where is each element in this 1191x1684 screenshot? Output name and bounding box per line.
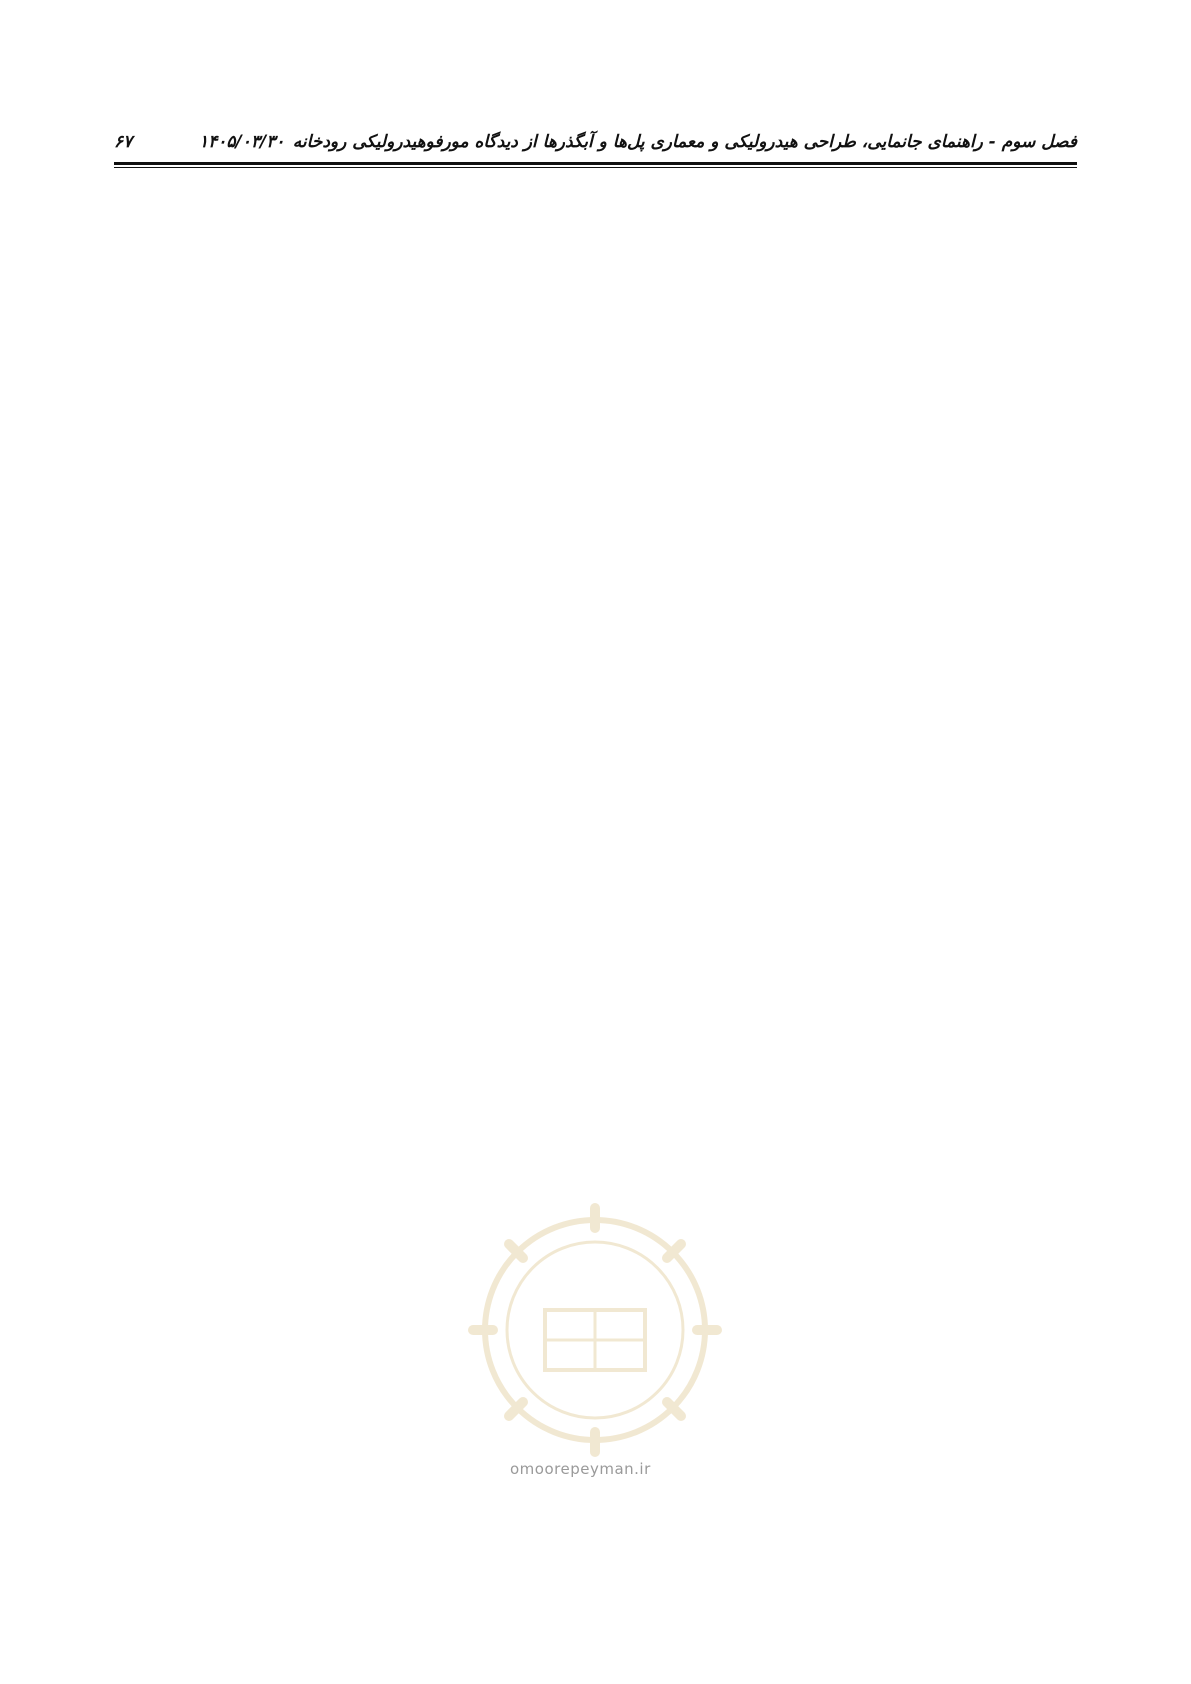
header-title: فصل سوم - راهنمای جانمایی، طراحی هیدرولیکی و معماری پل‌ها و آبگذرها از دیدگاه مورفوهیدرولیکی رودخانه (292, 132, 1077, 152)
page-number: ۶۷ (114, 132, 133, 152)
header-rule-thin (114, 167, 1077, 168)
page-body (114, 210, 1077, 226)
header-date: ۱۴۰۵/۰۳/۳۰ (199, 132, 285, 152)
watermark-site: omoorepeyman.ir (510, 1460, 651, 1478)
seal-watermark-icon (465, 1200, 725, 1460)
header-rule (114, 162, 1077, 165)
